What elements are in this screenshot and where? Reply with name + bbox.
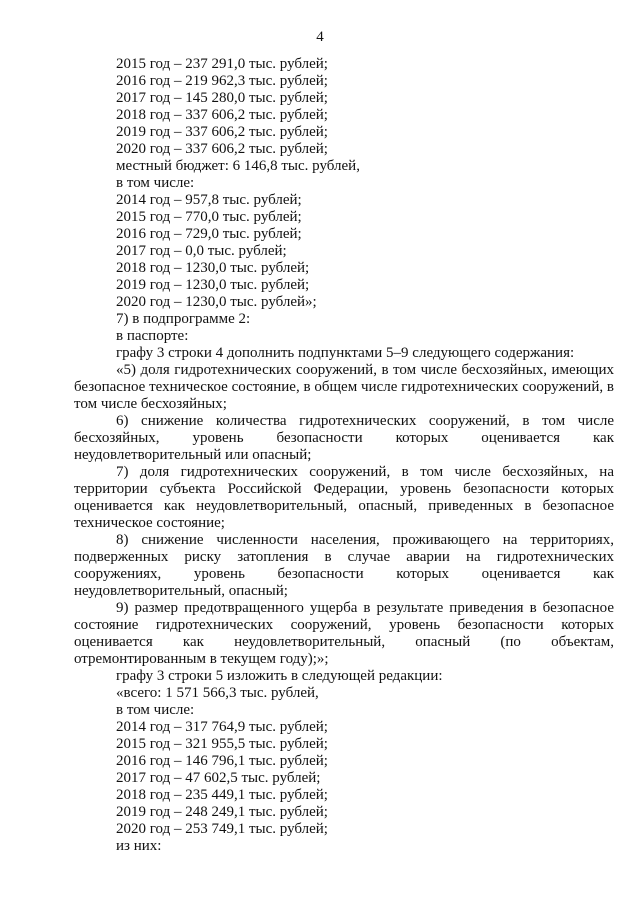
- text-line: 2014 год – 317 764,9 тыс. рублей;: [116, 719, 328, 735]
- paragraph: 7) доля гидротехнических сооружений, в том числе бесхозяйных, на территории субъекта Российской Федерации, уровень безопасности которых оценивается как неудовлетворительный, опасный, приведенных в безопасное техническое состояние;: [74, 464, 614, 531]
- text-line: 2019 год – 337 606,2 тыс. рублей;: [116, 124, 328, 140]
- text-line: 2019 год – 248 249,1 тыс. рублей;: [116, 804, 328, 820]
- paragraph: 6) снижение количества гидротехнических сооружений, в том числе бесхозяйных, уровень безопасности которых оценивается как неудовлетворительный или опасный;: [74, 413, 614, 463]
- text-line: 2018 год – 1230,0 тыс. рублей;: [116, 260, 310, 276]
- text-line: 2017 год – 0,0 тыс. рублей;: [116, 243, 287, 259]
- text-line: «всего: 1 571 566,3 тыс. рублей,: [116, 685, 319, 701]
- text-line: в паспорте:: [116, 328, 189, 344]
- text-line: в том числе:: [116, 175, 195, 191]
- text-line: из них:: [116, 838, 162, 854]
- text-line: 2014 год – 957,8 тыс. рублей;: [116, 192, 302, 208]
- text-line: 2015 год – 770,0 тыс. рублей;: [116, 209, 302, 225]
- text-line: 2017 год – 47 602,5 тыс. рублей;: [116, 770, 321, 786]
- text-line: графу 3 строки 5 изложить в следующей редакции:: [116, 668, 443, 684]
- paragraph: 8) снижение численности населения, проживающего на территориях, подверженных риску затопления в случае аварии на гидротехнических сооружениях, уровень безопасности которых оценивается как неудовлетворительный, опасный;: [74, 532, 614, 599]
- text-line: 2017 год – 145 280,0 тыс. рублей;: [116, 90, 328, 106]
- text-line: графу 3 строки 4 дополнить подпунктами 5–9 следующего содержания:: [116, 345, 575, 361]
- text-line: 2015 год – 237 291,0 тыс. рублей;: [116, 56, 328, 72]
- text-line: 2018 год – 337 606,2 тыс. рублей;: [116, 107, 328, 123]
- text-line: в том числе:: [116, 702, 195, 718]
- page-number: 4: [316, 29, 324, 45]
- text-line: 2020 год – 1230,0 тыс. рублей»;: [116, 294, 317, 310]
- text-line: 2020 год – 337 606,2 тыс. рублей;: [116, 141, 328, 157]
- paragraph: «5) доля гидротехнических сооружений, в том числе бесхозяйных, имеющих безопасное техническое состояние, в общем числе гидротехнических сооружений, в том числе бесхозяйных;: [74, 362, 614, 412]
- text-line: 7) в подпрограмме 2:: [116, 311, 251, 327]
- paragraph: 9) размер предотвращенного ущерба в результате приведения в безопасное состояние гидротехнических сооружений, уровень безопасности которых оценивается как неудовлетворительный, опасный (по объектам, отремонтированным в текущем году);»;: [74, 600, 614, 667]
- text-line: 2016 год – 219 962,3 тыс. рублей;: [116, 73, 328, 89]
- document-body: [74, 56, 614, 855]
- text-line: 2020 год – 253 749,1 тыс. рублей;: [116, 821, 328, 837]
- text-line: 2015 год – 321 955,5 тыс. рублей;: [116, 736, 328, 752]
- text-line: 2016 год – 146 796,1 тыс. рублей;: [116, 753, 328, 769]
- text-line: 2016 год – 729,0 тыс. рублей;: [116, 226, 302, 242]
- text-line: 2019 год – 1230,0 тыс. рублей;: [116, 277, 310, 293]
- text-line: местный бюджет: 6 146,8 тыс. рублей,: [116, 158, 360, 174]
- text-line: 2018 год – 235 449,1 тыс. рублей;: [116, 787, 328, 803]
